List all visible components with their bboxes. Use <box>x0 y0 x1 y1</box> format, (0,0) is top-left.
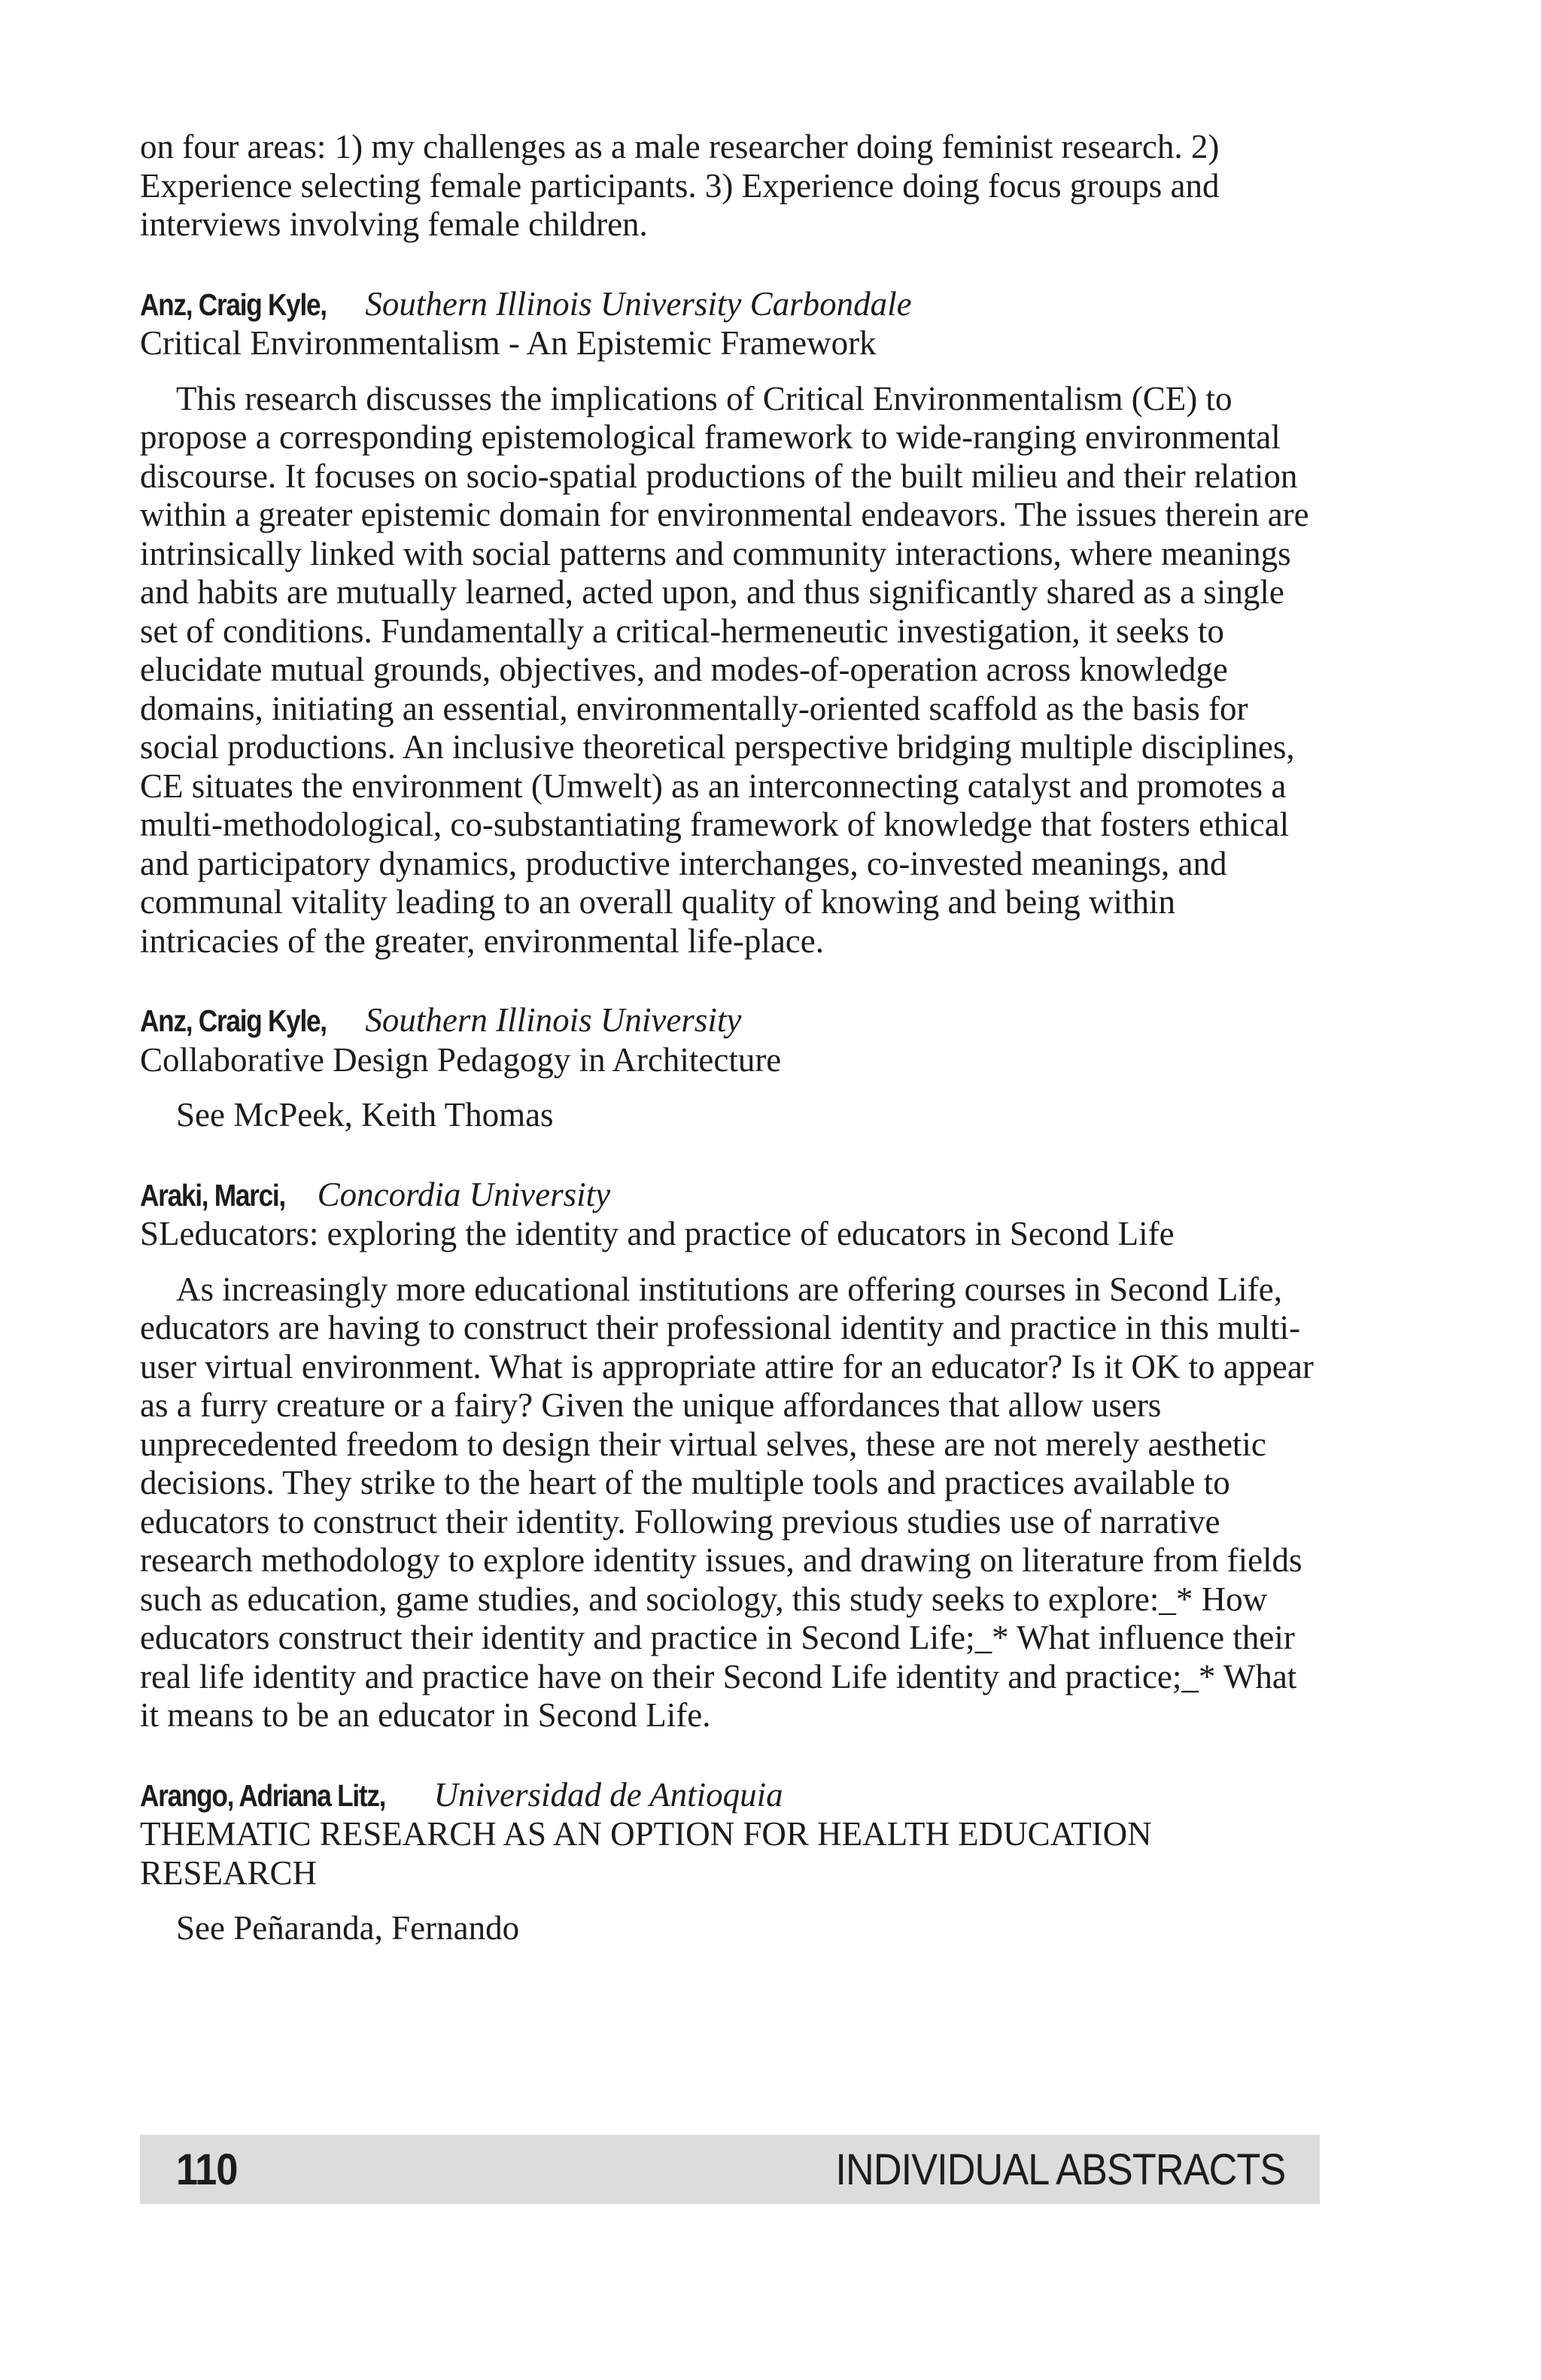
abstract-entry <box>140 1176 1321 1735</box>
institution: Southern Illinois University Carbondale <box>365 284 912 323</box>
entry-heading <box>140 1176 1321 1216</box>
institution: Southern Illinois University <box>365 1001 742 1039</box>
abstract-entry <box>140 1001 1321 1135</box>
section-title: INDIVIDUAL ABSTRACTS <box>835 2145 1285 2194</box>
abstract-title: SLeducators: exploring the identity and practice of educators in Second Life <box>140 1215 1175 1252</box>
abstract-body: This research discusses the implications of Critical Environmentalism (CE) to propose a corresponding epistemological framework to wide-ranging environmental discourse. It focuses on socio-spatial productions of the built milieu and their relation within a greater epistemic domain for environmental endeavors. The issues therein are intrinsically linked with social patterns and community interactions, where meanings and habits are mutually learned, acted upon, and thus significantly shared as a single set of conditions. Fundamentally a critical-hermeneutic investigation, it seeks to elucidate mutual grounds, objectives, and modes-of-operation across knowledge domains, initiating an essential, environmentally-oriented scaffold as the basis for social productions. An inclusive theoretical perspective bridging multiple disciplines, CE situates the environment (Umwelt) as an interconnecting catalyst and promotes a multi-methodological, co-substantiating framework of knowledge that fosters ethical and participatory dynamics, productive interchanges, co-invested meanings, and communal vitality leading to an overall quality of knowing and being within intricacies of the greater, environmental life-place. <box>140 379 1309 960</box>
author-name: Araki, Marci, <box>140 1177 285 1213</box>
abstract-body: See McPeek, Keith Thomas <box>176 1096 554 1134</box>
author-name: Arango, Adriana Litz, <box>140 1777 386 1813</box>
page-content <box>140 128 1321 1948</box>
institution: Concordia University <box>317 1175 611 1213</box>
page-number: 110 <box>176 2145 238 2194</box>
abstract-entry <box>140 285 1321 961</box>
continuation-paragraph: on four areas: 1) my challenges as a male researcher doing feminist research. 2) Experience selecting female participants. 3) Experience doing focus groups and interviews involving female children. <box>140 128 1220 243</box>
abstract-body: As increasingly more educational institutions are offering courses in Second Life, educators are having to construct their professional identity and practice in this multi-user virtual environment. What is appropriate attire for an educator? Is it OK to appear as a furry creature or a fairy? Given the unique affordances that allow users unprecedented freedom to design their virtual selves, these are not merely aesthetic decisions. They strike to the heart of the multiple tools and practices available to educators to construct their identity. Following previous studies use of narrative research methodology to explore identity issues, and drawing on literature from fields such as education, game studies, and sociology, this study seeks to explore:_* How educators construct their identity and practice in Second Life;_* What influence their real life identity and practice have on their Second Life identity and practice;_* What it means to be an educator in Second Life. <box>140 1270 1314 1734</box>
entry-heading <box>140 285 1321 325</box>
page-footer <box>140 2135 1320 2204</box>
abstract-title: Critical Environmentalism - An Epistemic Framework <box>140 324 877 362</box>
institution: Universidad de Antioquia <box>433 1775 783 1814</box>
abstract-title: Collaborative Design Pedagogy in Architecture <box>140 1040 782 1079</box>
author-name: Anz, Craig Kyle, <box>140 287 327 322</box>
author-name: Anz, Craig Kyle, <box>140 1003 327 1038</box>
abstract-title: THEMATIC RESEARCH AS AN OPTION FOR HEALTH EDUCATION RESEARCH <box>140 1815 1152 1892</box>
entry-heading <box>140 1001 1321 1041</box>
abstract-body: See Peñaranda, Fernando <box>176 1909 520 1947</box>
abstract-entry <box>140 1776 1321 1948</box>
entry-heading <box>140 1776 1321 1816</box>
